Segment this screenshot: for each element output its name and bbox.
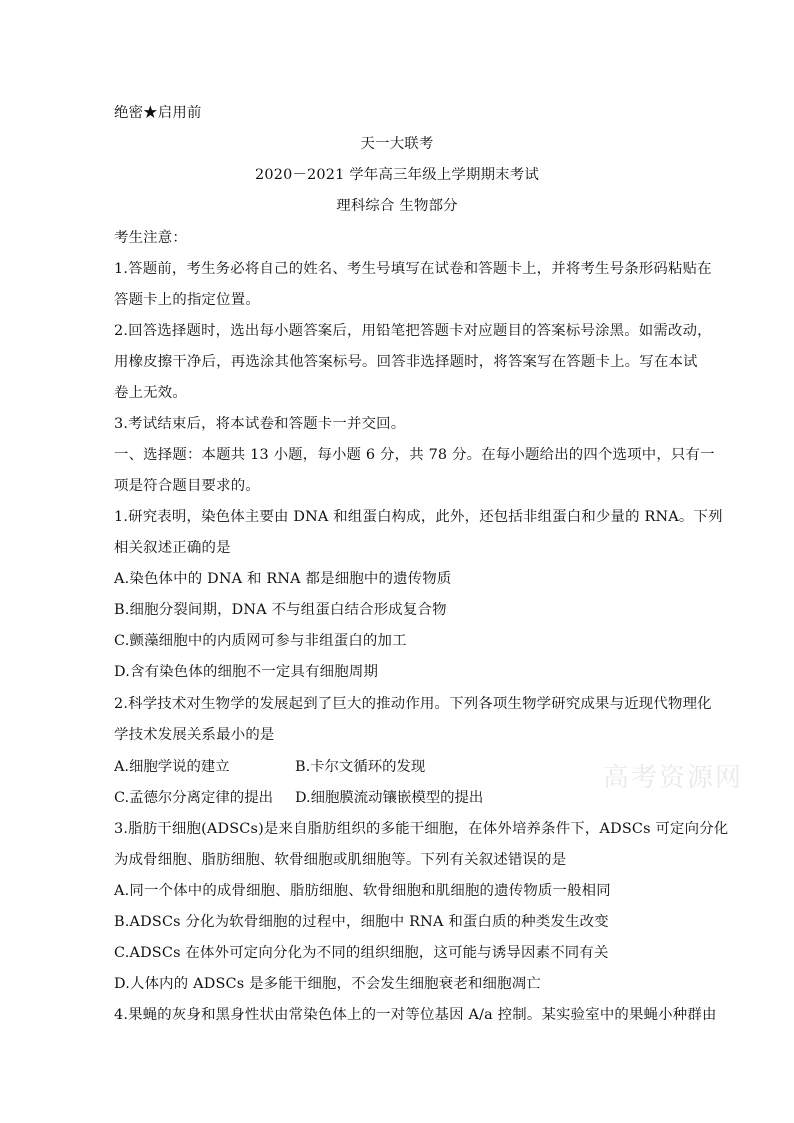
notice-title: 考生注意： [114,230,187,246]
q3-option-a: A.同一个体中的成骨细胞、脂肪细胞、软骨细胞和肌细胞的遗传物质一般相同 [114,883,611,899]
subject-title: 理科综合 生物部分 [336,198,458,214]
q4-stem: 4.果蝇的灰身和黑身性状由常染色体上的一对等位基因 A/a 控制。某实验室中的果蝇小种群由 [114,1007,717,1023]
q3-stem: 为成骨细胞、脂肪细胞、软骨细胞或肌细胞等。下列有关叙述错误的是 [114,852,567,868]
q1-option-c: C.颤藻细胞中的内质网可参与非组蛋白的加工 [114,633,407,649]
q3-option-b: B.ADSCs 分化为软骨细胞的过程中，细胞中 RNA 和蛋白质的种类发生改变 [114,914,609,930]
q1-option-a: A.染色体中的 DNA 和 RNA 都是细胞中的遗传物质 [114,571,452,587]
q3-option-d: D.人体内的 ADSCs 是多能干细胞，不会发生细胞衰老和细胞凋亡 [114,976,541,992]
exam-title: 2020－2021 学年高三年级上学期期末考试 [255,167,539,183]
section-heading: 一、选择题：本题共 13 小题，每小题 6 分，共 78 分。在每小题给出的四个选项中，只有一 [114,447,715,463]
q2-option-a: A.细胞学说的建立 [114,759,230,775]
section-heading: 项是符合题目要求的。 [114,478,260,494]
q2-stem: 学技术发展关系最小的是 [114,727,275,743]
watermark: 高考资源网 [603,763,744,793]
notice-line: 用橡皮擦干净后，再选涂其他答案标号。回答非选择题时，将答案写在答题卡上。写在本试 [114,354,698,370]
q2-option-b: B.卡尔文循环的发现 [295,759,426,775]
q3-option-c: C.ADSCs 在体外可定向分化为不同的组织细胞，这可能与诱导因素不同有关 [114,945,609,961]
notice-line: 3.考试结束后，将本试卷和答题卡一并交回。 [114,416,406,432]
q2-stem: 2.科学技术对生物学的发展起到了巨大的推动作用。下列各项生物学研究成果与近现代物理化 [114,696,712,712]
q3-stem: 3.脂肪干细胞(ADSCs)是来自脂肪组织的多能干细胞，在体外培养条件下，ADSCs 可定向分化 [114,821,729,837]
notice-line: 2.回答选择题时，选出每小题答案后，用铅笔把答题卡对应题目的答案标号涂黑。如需改动， [114,323,712,339]
notice-line: 1.答题前，考生务必将自己的姓名、考生号填写在试卷和答题卡上，并将考生号条形码粘贴在 [114,261,712,277]
q1-stem: 1.研究表明，染色体主要由 DNA 和组蛋白构成，此外，还包括非组蛋白和少量的 RNA。下列 [114,509,723,525]
org-title: 天一大联考 [360,136,434,152]
q2-option-c: C.孟德尔分离定律的提出 [114,790,273,806]
q1-stem: 相关叙述正确的是 [114,540,231,556]
secret-label: 绝密★启用前 [114,105,202,121]
q1-option-d: D.含有染色体的细胞不一定具有细胞周期 [114,664,379,680]
q2-option-d: D.细胞膜流动镶嵌模型的提出 [295,790,484,806]
q1-option-b: B.细胞分裂间期，DNA 不与组蛋白结合形成复合物 [114,602,447,618]
notice-line: 卷上无效。 [114,385,187,401]
notice-line: 答题卡上的指定位置。 [114,292,260,308]
